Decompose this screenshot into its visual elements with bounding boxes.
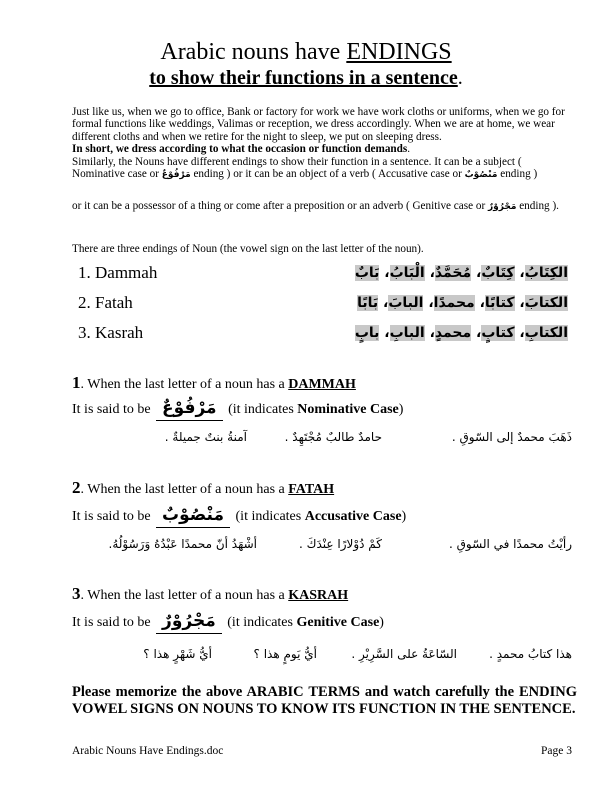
arabic-word: مُحَمَّدٌ — [434, 265, 472, 281]
arabic-word: بابٍ — [354, 325, 380, 341]
arabic-word: كتابٍ — [481, 325, 515, 341]
intro-p3-b: ending ). — [516, 200, 559, 212]
arabic-word: البابَ — [388, 295, 424, 311]
page-title — [0, 38, 612, 66]
section-number: 2 — [72, 478, 81, 497]
said-prefix: It is said to be — [72, 402, 155, 417]
section-kasrah-heading — [72, 585, 348, 605]
arabic-examples-dammah: الكِتَابُ، كِتَابٌ، مُحَمَّدٌ، الْبَابُ، بَابٌ — [354, 265, 568, 281]
example-sentence: أشْهَدُ أنّ محمدًا عَبْدُهُ وَرَسُوْلُهُ. — [108, 537, 257, 551]
arabic-case-term: مَرْفُوْعٌ — [156, 398, 223, 421]
arabic-word: كتابًا — [484, 295, 515, 311]
title-emphasis: ENDINGS — [346, 39, 452, 65]
case-name: Genitive Case — [296, 615, 380, 630]
arabic-term-marfoo: مَرْفُوْعٌ — [161, 170, 191, 181]
arabic-word: الْبَابُ — [389, 265, 425, 281]
case-name: Nominative Case — [297, 402, 399, 417]
arabic-word: الكتابَ — [524, 295, 568, 311]
section-keyword: KASRAH — [288, 588, 349, 603]
example-sentence: حامدٌ طالبٌ مُجْتَهِدٌ . — [284, 430, 382, 444]
example-sentence: هذا كتابُ محمدٍ . — [489, 647, 572, 661]
endings-list — [78, 258, 157, 348]
section-keyword: FATAH — [288, 482, 335, 497]
intro-p2-b: ending ) or it can be an object of a verb ( Accusative case or — [190, 168, 465, 181]
intro-p3-a: or it can be a possessor of a thing or come after a preposition or an adverb ( Genitive case or — [72, 200, 488, 212]
subtitle-text: to show their functions in a sentence — [149, 67, 458, 89]
section-keyword: DAMMAH — [288, 377, 356, 392]
section-head-text: . When the last letter of a noun has a — [80, 377, 289, 392]
arabic-case-term: مَجْرُوْرٌ — [156, 611, 222, 634]
section-dammah-heading — [72, 374, 356, 394]
intro-paragraph — [72, 106, 572, 181]
three-endings-intro: There are three endings of Noun (the vowel sign on the last letter of the noun). — [72, 243, 424, 255]
said-prefix: It is said to be — [72, 509, 155, 524]
ending-label-dammah: 1. Dammah — [78, 263, 158, 282]
section-number: 3 — [72, 584, 81, 603]
arabic-term-majroor: مَجْرُوْرٌ — [487, 202, 517, 212]
section-dammah-said — [72, 398, 403, 421]
arabic-word: محمدًا — [433, 295, 475, 311]
arabic-word: كِتَابٌ — [481, 265, 515, 281]
arabic-examples-fatah: الكتابَ، كتابًا، محمدًا، البابَ، بَابًا — [357, 295, 568, 311]
section-fatah-heading — [72, 479, 334, 499]
said-mid: (it indicates — [232, 509, 305, 524]
footer-page-number: Page 3 — [541, 745, 572, 757]
example-sentence: أيُّ يَومٍ هذا ؟ — [253, 647, 317, 661]
arabic-word: الكتابِ — [524, 325, 568, 341]
example-sentence: ذَهَبَ محمدٌ إلى السّوقِ . — [451, 430, 572, 444]
example-sentence: آمنةُ بنتٌ جميلةٌ . — [164, 430, 247, 444]
intro-p2-a: Similarly, the Nouns have different endings to show their function in a sentence. It can be a subject ( Nominative case or — [72, 155, 522, 181]
arabic-case-term: مَنْصُوْبٌ — [156, 505, 230, 528]
arabic-term-mansoob: مَنْصُوْبٌ — [464, 170, 498, 181]
intro-paragraph-genitive — [72, 198, 572, 216]
example-sentence: كَمْ دُوْلارًا عِنْدَكَ . — [298, 537, 382, 551]
intro-bold-period: . — [407, 143, 411, 156]
case-name: Accusative Case — [304, 509, 402, 524]
memorize-note: Please memorize the above ARABIC TERMS and watch carefully the ENDING VOWEL SIGNS ON NOUNS TO KNOW ITS FUNCTION IN THE SENTENCE. — [72, 684, 577, 717]
said-mid: (it indicates — [224, 402, 298, 417]
subtitle-period: . — [457, 67, 463, 89]
intro-bold-line: In short, we dress according to what the occasion or function demands — [72, 143, 408, 156]
section-head-text: . When the last letter of a noun has a — [80, 588, 289, 603]
said-end: ) — [379, 615, 384, 630]
arabic-word: بَابٌ — [354, 265, 380, 281]
intro-text: Just like us, when we go to office, Bank or factory for work we have work cloths or uniforms, when we go for formal functions like weddings, Valimas or reception, we dress accordingly. When we are at home, we wear different cloths and when we retire for the night to sleep, we put on sleeping dress. — [72, 106, 565, 143]
said-end: ) — [398, 402, 404, 417]
footer-filename: Arabic Nouns Have Endings.doc — [72, 745, 224, 757]
ending-label-fatah: 2. Fatah — [78, 293, 133, 312]
section-fatah-said — [72, 505, 406, 528]
page-subtitle — [0, 66, 612, 90]
section-kasrah-said — [72, 611, 384, 634]
example-sentence: رأيْتُ محمدًا في السّوقِ . — [448, 537, 572, 551]
arabic-word: الكِتَابُ — [524, 265, 568, 281]
section-head-text: . When the last letter of a noun has a — [80, 482, 289, 497]
title-prefix: Arabic nouns have — [160, 39, 347, 65]
arabic-examples-kasrah: الكتابِ، كتابٍ، محمدٍ، البابِ، بابٍ — [354, 325, 568, 341]
said-mid: (it indicates — [223, 615, 297, 630]
example-sentence: أيُّ شَهْرٍ هذا ؟ — [143, 647, 212, 661]
ending-label-kasrah: 3. Kasrah — [78, 323, 144, 342]
arabic-word: بَابًا — [357, 295, 379, 311]
arabic-word: محمدٍ — [434, 325, 472, 341]
example-sentence: السّاعَةُ على السَّرِيْرِ . — [351, 647, 457, 661]
intro-p2-c: ending ) — [497, 168, 538, 181]
said-prefix: It is said to be — [72, 615, 155, 630]
arabic-word: البابِ — [389, 325, 425, 341]
section-number: 1 — [72, 373, 81, 392]
said-end: ) — [401, 509, 407, 524]
